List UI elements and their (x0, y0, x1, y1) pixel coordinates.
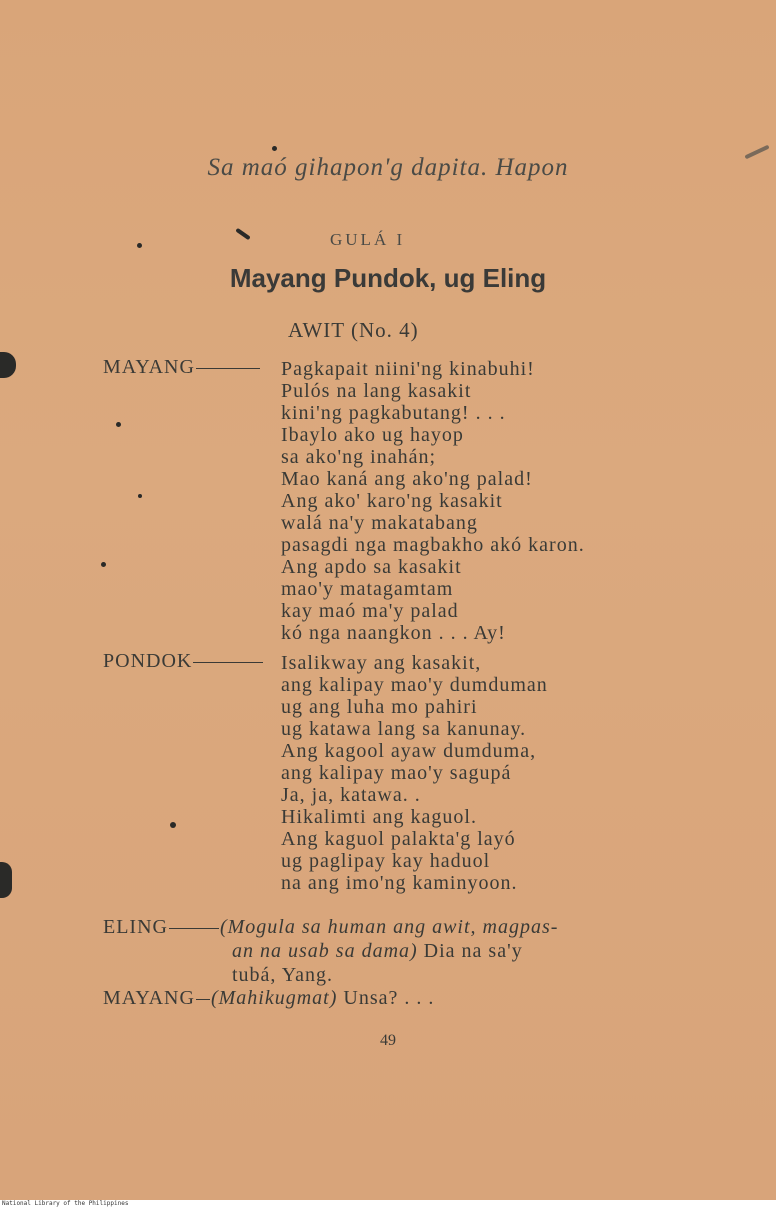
stage-direction: (Mahikugmat) (210, 987, 338, 1009)
speaker-dash (193, 662, 263, 663)
eling-line-1 (103, 916, 558, 939)
verse-line: mao'y matagamtam (281, 578, 454, 600)
dialogue: Unsa? . . . (343, 987, 435, 1009)
page-number: 49 (380, 1032, 396, 1049)
ink-speck (0, 862, 12, 898)
ink-speck (0, 352, 16, 378)
mayang-final-line (103, 987, 434, 1010)
verse-line: Ibaylo ako ug hayop (281, 424, 464, 446)
stage-setting: Sa maó gihapon'g dapita. Hapon (207, 154, 569, 181)
verse-line: pasagdi nga magbakho akó karon. (281, 534, 585, 556)
verse-line: sa ako'ng inahán; (281, 446, 437, 468)
verse-line: Ang ako' karo'ng kasakit (281, 490, 503, 512)
speaker-dash (169, 928, 219, 929)
act-heading: GULÁ I (330, 230, 406, 249)
stage-direction: (Mogula sa human ang awit, magpas- (219, 916, 559, 938)
ink-speck (137, 243, 142, 248)
verse-line: Ang apdo sa kasakit (281, 556, 462, 578)
verse-line: na ang imo'ng kaminyoon. (281, 872, 518, 894)
verse-line: ang kalipay mao'y dumduman (281, 674, 548, 696)
verse-line: ang kalipay mao'y sagupá (281, 762, 512, 784)
verse-line: kini'ng pagkabutang! . . . (281, 402, 506, 424)
speaker-dash (196, 999, 210, 1000)
verse-line: Mao kaná ang ako'ng palad! (281, 468, 533, 490)
verse-pondok (281, 652, 548, 894)
speaker-pondok: PONDOK (103, 650, 264, 673)
ink-speck (138, 494, 142, 498)
speaker-dash (196, 368, 260, 369)
ink-speck (272, 146, 277, 151)
verse-line: Isalikway ang kasakit, (281, 652, 482, 674)
eling-line-2 (232, 940, 523, 963)
verse-line: Hikalimti ang kaguol. (281, 806, 477, 828)
eling-line-3: tubá, Yang. (232, 964, 334, 986)
verse-line: Ang kagool ayaw dumduma, (281, 740, 537, 762)
song-heading: AWIT (No. 4) (288, 318, 419, 342)
verse-line: Pagkapait niini'ng kinabuhi! (281, 358, 535, 380)
verse-line: kay maó ma'y palad (281, 600, 459, 622)
verse-line: Ang kaguol palakta'g layó (281, 828, 516, 850)
verse-line: walá na'y makatabang (281, 512, 478, 534)
dialogue: Dia na sa'y (423, 940, 523, 962)
ink-speck (101, 562, 106, 567)
ink-speck (116, 422, 121, 427)
verse-line: Ja, ja, katawa. . (281, 784, 421, 806)
speaker-mayang: MAYANG (103, 356, 261, 379)
verse-line: ug ang luha mo pahiri (281, 696, 478, 718)
verse-line: kó nga naangkon . . . Ay! (281, 622, 506, 644)
speaker-eling: ELING (103, 916, 168, 938)
scene-title: Mayang Pundok, ug Eling (229, 263, 547, 293)
stage-direction: an na usab sa dama) (232, 940, 418, 962)
verse-line: Pulós na lang kasakit (281, 380, 472, 402)
footer-credit: National Library of the Philippines (2, 1200, 129, 1207)
ink-speck (170, 822, 176, 828)
verse-mayang (281, 358, 585, 644)
speaker-mayang: MAYANG (103, 987, 195, 1009)
verse-line: ug paglipay kay haduol (281, 850, 491, 872)
verse-line: ug katawa lang sa kanunay. (281, 718, 527, 740)
ink-speck (235, 228, 250, 240)
